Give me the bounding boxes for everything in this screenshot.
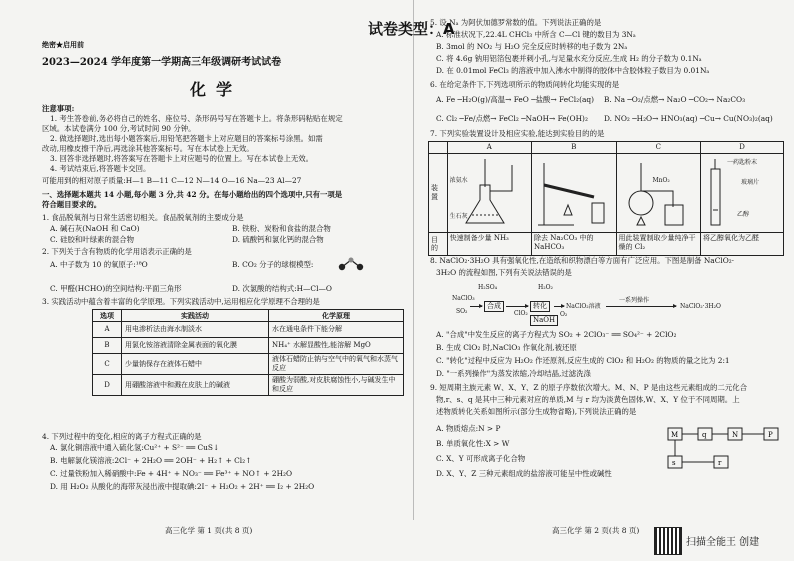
heating-tube-apparatus-icon	[534, 155, 612, 229]
q8-stem: 8. NaClO₂·3H₂O 具有强氧化性,在造纸和织物漂白等方面有广泛应用。下图是制备 NaClO₂·	[430, 256, 735, 265]
q7-purpose-label: 目的	[429, 233, 448, 256]
q6-option-d: D. NO₂ ─H₂O→ HNO₃(aq) ─Cu→ Cu(NO₃)₂(aq)	[604, 114, 773, 123]
q5-stem: 5. 设 Nₐ 为阿伏加德罗常数的值。下列说法正确的是	[430, 18, 602, 27]
flow-arrow	[606, 306, 676, 307]
q3-header-activity: 实践活动	[122, 310, 269, 322]
q7-purpose-d: 将乙醇氧化为乙醛	[701, 233, 784, 256]
q7-header-blank	[429, 142, 448, 154]
svg-text:M: M	[671, 431, 679, 439]
q3-cell: C	[93, 354, 122, 375]
flow-clo2: ClO₂	[514, 310, 528, 317]
q8-stem-cont: 3H₂O 的流程如图,下列有关说法错误的是	[436, 268, 572, 277]
label-glass-sheet: 玻璃片	[741, 178, 760, 186]
flow-arrow	[554, 306, 564, 307]
q1-stem: 1. 食品脱氧剂与日常生活密切相关。食品脱氧剂的主要成分是	[42, 213, 244, 222]
paper-type-label: 试卷类型：A	[368, 20, 455, 38]
q7-purpose-a: 快速制备少量 NH₃	[447, 233, 531, 256]
flow-arrow	[506, 306, 528, 307]
q5-option-a: A. 标准状况下,22.4L CHCl₃ 中所含 C—Cl 键的数目为 3Nₐ	[436, 30, 636, 39]
q8-option-d: D. "一系列操作"为蒸发浓缩,冷却结晶,过滤洗涤	[436, 369, 591, 378]
q7-purpose-b: 除去 Na₂CO₃ 中的 NaHCO₃	[532, 233, 616, 256]
label-ethanol: 乙醇	[737, 210, 750, 218]
flow-so2: SO₂	[456, 308, 468, 315]
flow-naclo2-solution: NaClO₂溶液	[566, 303, 601, 310]
notes-heading: 注意事项:	[42, 104, 75, 113]
q9-option-a: A. 物质熔点:N > P	[436, 424, 501, 433]
q8-option-c: C. "转化"过程中反应为 H₂O₂ 作还原剂,反应生成的 ClO₂ 和 H₂O₂ 的物质的量之比为 2:1	[436, 356, 730, 365]
q7-table	[428, 141, 784, 256]
label-ammonia: 浓氨水	[449, 176, 468, 184]
qr-code-icon	[654, 527, 682, 555]
q2-option-b: B. CO₂ 分子的球棍模型:	[232, 260, 314, 269]
q4-option-c: C. 过量铁粉加入稀硝酸中:Fe + 4H⁺ + NO₃⁻ ══ Fe³⁺ + NO↑ + 2H₂O	[50, 469, 293, 478]
q5-option-b: B. 3mol 的 NO₂ 与 H₂O 完全反应时转移的电子数为 2Nₐ	[436, 42, 628, 51]
svg-text:N: N	[732, 431, 739, 439]
svg-text:s: s	[672, 459, 676, 467]
q3-cell: 用硼酸溶液中和溅在皮肤上的碱液	[122, 375, 269, 396]
q4-option-d: D. 用 H₂O₂ 从酸化的海带灰浸出液中提取碘:2I⁻ + H₂O₂ + 2H⁺ ══ I₂ + 2H₂O	[50, 482, 315, 491]
gas-generator-apparatus-icon	[619, 155, 697, 229]
label-mno2: MnO₂	[652, 176, 670, 184]
q4-stem: 4. 下列过程中的变化,相应的离子方程式正确的是	[42, 432, 202, 441]
q7-header-d: D	[701, 142, 784, 154]
flow-h2o2: H₂O₂	[538, 284, 553, 291]
q3-cell: B	[93, 338, 122, 354]
note-4: 4. 考试结束后,将答题卡交回。	[50, 164, 151, 173]
q5-option-d: D. 在 0.01mol FeCl₃ 的溶液中加入沸水中制得的胶体中含胶体粒子数目为 0.01Nₐ	[436, 66, 710, 75]
q4-option-b: B. 电解氯化镁溶液:2Cl⁻ + 2H₂O ══ 2OH⁻ + H₂↑ + Cl₂↑	[50, 456, 252, 465]
ball-stick-model-icon	[338, 255, 364, 271]
q1-option-a: A. 碱石灰(NaOH 和 CaO)	[50, 224, 140, 233]
flow-box-synthesis: 合成	[484, 301, 504, 312]
q2-stem: 2. 下列关于含有物质的化学用语表示正确的是	[42, 247, 192, 256]
svg-text:r: r	[718, 459, 722, 467]
q1-option-d: D. 硫酸钙和氯化钙的混合物	[232, 235, 324, 244]
q7-header-b: B	[532, 142, 616, 154]
q9-option-d: D. X、Y、Z 三种元素组成的盐溶液可能呈中性或碱性	[436, 469, 612, 478]
q6-option-a: A. Fe ─H₂O(g)/高温→ FeO ─盐酸→ FeCl₂(aq)	[436, 95, 594, 104]
q3-header-option: 选项	[93, 310, 122, 322]
q9-stem-cont-2: 述物质转化关系如图所示(部分生成物省略),下列说法正确的是	[436, 407, 637, 416]
section1-heading: 一、选择题本题共 14 小题,每小题 3 分,共 42 分。在每小题给出的四个选项中,只有一项是	[42, 190, 343, 199]
section1-heading-cont: 符合题目要求的。	[42, 200, 102, 209]
q7-stem: 7. 下列实验装置设计及相应实验,能达到实验目的的是	[430, 129, 605, 138]
q3-cell: 硼酸为弱酸,对皮肤腐蚀性小,与碱发生中和反应	[269, 375, 404, 396]
q6-stem: 6. 在给定条件下,下列选项所示的物质间转化均能实现的是	[430, 80, 620, 89]
q8-option-a: A. "合成"中发生反应的离子方程式为 SO₂ + 2ClO₃⁻ ══ SO₄²⁻ + 2ClO₂	[436, 330, 677, 339]
q3-cell: NH₄⁺ 水解显酸性,能溶解 MgO	[269, 338, 404, 354]
q9-transformation-diagram	[664, 422, 782, 472]
q6-option-b: B. Na ─O₂/点燃→ Na₂O ─CO₂→ Na₂CO₃	[604, 95, 746, 104]
q3-stem: 3. 实践活动中蕴含着丰富的化学原理。下列实践活动中,运用相应化学原理不合理的是	[42, 297, 320, 306]
q2-option-c: C. 甲醛(HCHO)的空间结构:平面三角形	[50, 284, 182, 293]
q2-option-a: A. 中子数为 10 的氧原子:¹⁸O	[50, 260, 148, 269]
flow-h2so4: H₂SO₄	[478, 284, 498, 291]
secret-mark: 绝密★启用前	[42, 40, 84, 49]
note-2b: 改动,用橡皮擦干净后,再选涂其他答案标号。写在本试卷上无效。	[42, 144, 254, 153]
flow-product: NaClO₂·3H₂O	[680, 303, 721, 310]
q1-option-b: B. 铁粉、炭粉和食盐的混合物	[232, 224, 331, 233]
q3-cell: 用电渗析法由海水制淡水	[122, 322, 269, 338]
apparatus-c	[616, 153, 701, 233]
apparatus-d	[701, 153, 784, 233]
q4-option-a: A. 氯化铜溶液中通入硫化氢:Cu²⁺ + S²⁻ ══ CuS↓	[50, 443, 220, 452]
q3-cell: 用氯化铵溶液清除金属表面的氧化膜	[122, 338, 269, 354]
q9-stem-cont-1: 物,r、s、q 是其中三种元素对应的单质,M 与 r 均为淡黄色固体,W、X、Y 位于不同周期。上	[436, 395, 740, 404]
page-footer-left: 高三化学 第 1 页(共 8 页)	[165, 526, 253, 535]
q8-flowchart	[434, 283, 784, 323]
page-footer-right: 高三化学 第 2 页(共 8 页)	[552, 526, 640, 535]
subject-title: 化学	[190, 80, 243, 99]
q7-header-c: C	[616, 142, 701, 154]
flow-box-naoh: NaOH	[530, 315, 558, 326]
q7-header-a: A	[447, 142, 531, 154]
label-powder: 一药匙粉末	[727, 158, 758, 166]
q3-cell: D	[93, 375, 122, 396]
table-row	[93, 354, 404, 375]
q3-cell: 少量钠保存在液体石蜡中	[122, 354, 269, 375]
q3-cell: 水在通电条件下能分解	[269, 322, 404, 338]
q3-cell: A	[93, 322, 122, 338]
q7-device-label: 装置	[429, 153, 448, 233]
q3-table	[92, 309, 404, 396]
q6-option-c: C. Cl₂ ─Fe/点燃→ FeCl₂ ─NaOH→ Fe(OH)₂	[436, 114, 588, 123]
q3-cell: 液体石蜡防止钠与空气中的氧气和水蒸气反应	[269, 354, 404, 375]
q5-option-c: C. 将 4.6g 钠用铝箔包裹并刺小孔,与足量水充分反应,生成 H₂ 的分子数为 0.1Nₐ	[436, 54, 702, 63]
q9-stem: 9. 短周期主族元素 W、X、Y、Z 的原子序数依次增大。M、N、P 是由这些元素组成的二元化合	[430, 383, 748, 392]
svg-text:P: P	[768, 431, 773, 439]
q2-option-d: D. 次氯酸的结构式:H—Cl—O	[232, 284, 332, 293]
table-row	[93, 338, 404, 354]
table-row	[93, 375, 404, 396]
apparatus-b	[532, 153, 616, 233]
q9-option-b: B. 单质氧化性:X > W	[436, 439, 510, 448]
flow-arrow	[470, 306, 482, 307]
apparatus-a	[447, 153, 531, 233]
flow-feed: NaClO₃	[452, 295, 475, 302]
q8-option-b: B. 生成 ClO₂ 时,NaClO₃ 作氧化剂,被还原	[436, 343, 577, 352]
note-1a: 1. 考生答卷前,务必将自己的姓名、座位号、条形码号写在答题卡上。将条形码粘贴在规定	[50, 114, 343, 123]
relative-atomic-masses: 可能用到的相对原子质量:H—1 B—11 C—12 N—14 O—16 Na—23 Al—27	[42, 176, 302, 185]
flow-box-conversion: 转化	[530, 301, 550, 312]
flow-o2: O₂	[560, 311, 568, 318]
table-row	[93, 322, 404, 338]
note-2a: 2. 做选择题时,选出每小题答案后,用铅笔把答题卡上对应题目的答案标号涂黑。如需	[50, 134, 323, 143]
note-1b: 区域。本试卷满分 100 分,考试时间 90 分钟。	[42, 124, 196, 133]
flow-series-steps: 一系列操作	[619, 297, 650, 304]
svg-text:q: q	[702, 431, 707, 439]
q3-header-principle: 化学原理	[269, 310, 404, 322]
q9-option-c: C. X、Y 可形成离子化合物	[436, 454, 526, 463]
q1-option-c: C. 硅胶和叶绿素的混合物	[50, 235, 134, 244]
page-2	[414, 0, 794, 561]
exam-title: 2023—2024 学年度第一学期高三年级调研考试试卷	[42, 57, 282, 68]
scanner-watermark: 扫描全能王 创建	[686, 537, 760, 548]
note-3: 3. 回答非选择题时,将答案写在答题卡上对应题号的位置上。写在本试卷上无效。	[50, 154, 314, 163]
q7-purpose-c: 用此装置制取少量纯净干燥的 Cl₂	[616, 233, 701, 256]
label-quicklime: 生石灰	[449, 212, 468, 220]
